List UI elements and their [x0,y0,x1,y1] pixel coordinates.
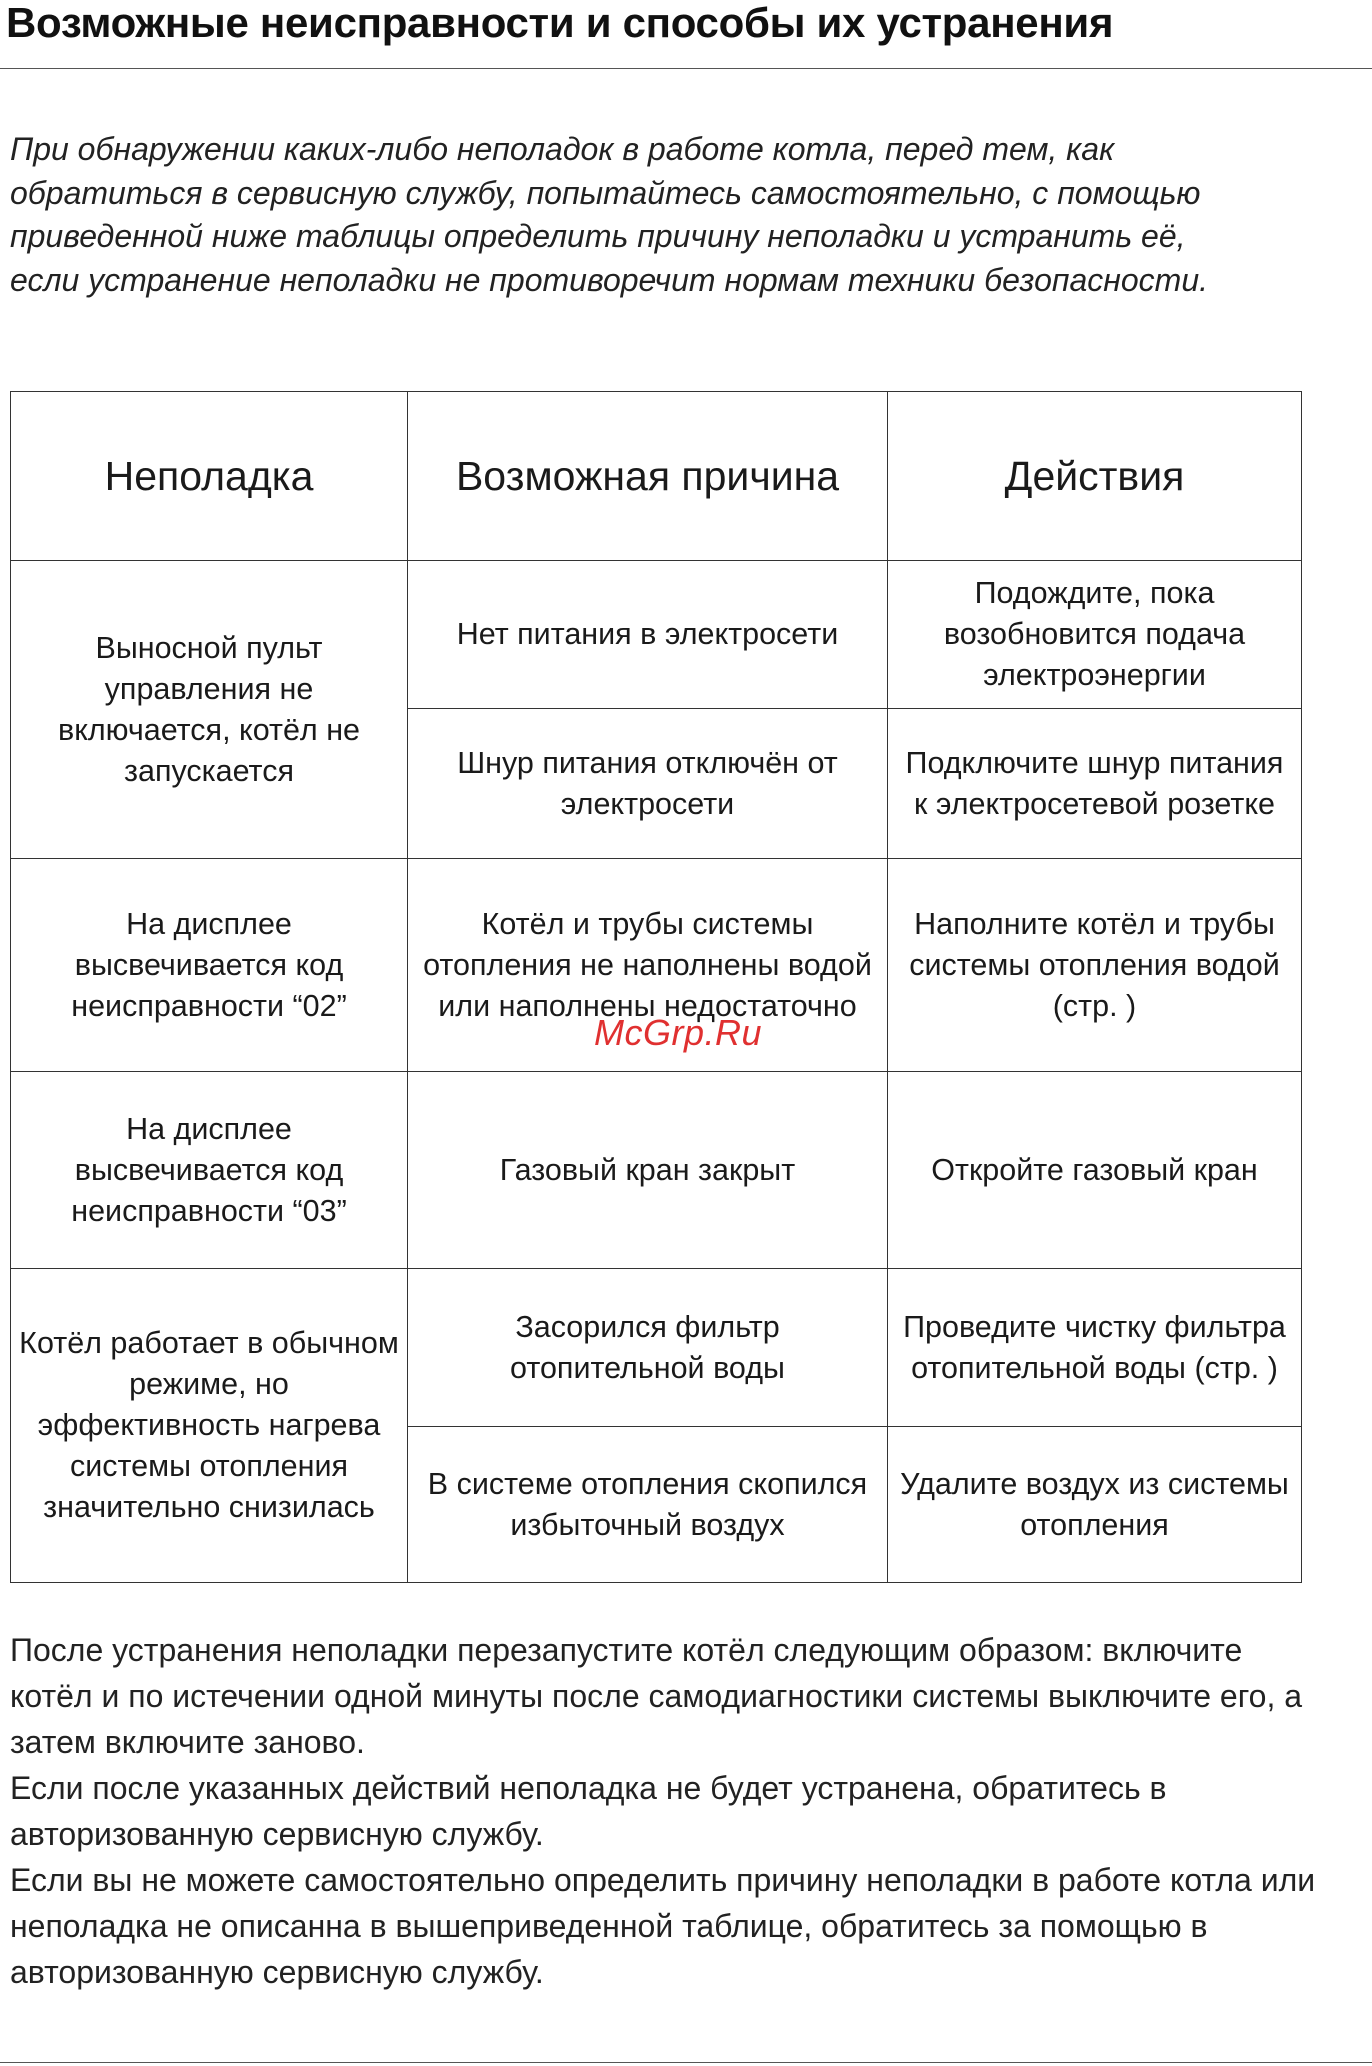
header-action: Действия [888,392,1302,561]
cause-cell: Нет питания в электросети [408,561,888,709]
page-title: Возможные неисправности и способы их устранения [6,0,1114,46]
cause-cell: В системе отопления скопился избыточный воздух [408,1427,888,1583]
table-row [11,561,1302,709]
header-cause: Возможная причина [408,392,888,561]
fault-cell: На дисплее высвечивается код неисправности “02” [11,859,408,1072]
watermark: McGrp.Ru [594,1012,763,1053]
cause-cell: Шнур питания отключён от электросети [408,709,888,859]
table-row [11,1072,1302,1269]
action-cell: Подождите, пока возобновится подача электроэнергии [888,561,1302,709]
cause-cell: Засорился фильтр отопительной воды [408,1269,888,1427]
cause-cell: Газовый кран закрыт [408,1072,888,1269]
header-fault: Неполадка [11,392,408,561]
action-cell: Проведите чистку фильтра отопительной воды (стр. ) [888,1269,1302,1427]
after-paragraph: После устранения неполадки перезапустите котёл следующим образом: включите котёл и по истечении одной минуты после самодиагностики системы выключите его, а затем включите заново. [10,1632,1303,1760]
title-divider [0,68,1372,69]
after-paragraph: Если вы не можете самостоятельно определить причину неполадки в работе котла или неполадка не описанна в вышеприведенной таблице, обратитесь за помощью в авторизованную сервисную службу. [10,1862,1316,1990]
action-cell: Наполните котёл и трубы системы отопления водой (стр. ) [888,859,1302,1072]
fault-cell: Котёл работает в обычном режиме, но эффективность нагрева системы отопления значительно снизилась [11,1269,408,1583]
bottom-divider [0,2062,1372,2063]
troubleshooting-table [10,391,1302,1583]
action-cell: Откройте газовый кран [888,1072,1302,1269]
action-cell: Подключите шнур питания к электросетевой розетке [888,709,1302,859]
fault-cell: На дисплее высвечивается код неисправности “03” [11,1072,408,1269]
table-row [11,1269,1302,1427]
fault-cell: Выносной пульт управления не включается, котёл не запускается [11,561,408,859]
cause-cell: Котёл и трубы системы отопления не наполнены водой или наполнены недостаточно [408,859,888,1072]
after-instructions [10,1627,1330,1995]
action-cell: Удалите воздух из системы отопления [888,1427,1302,1583]
after-paragraph: Если после указанных действий неполадка не будет устранена, обратитесь в авторизованную сервисную службу. [10,1770,1167,1852]
table-header-row [11,392,1302,561]
intro-paragraph: При обнаружении каких-либо неполадок в работе котла, перед тем, как обратиться в сервисную службу, попытайтесь самостоятельно, с помощью приведенной ниже таблицы определить причину неполадки и устранить её, если устранение неполадки не противоречит нормам техники безопасности. [10,131,1209,298]
